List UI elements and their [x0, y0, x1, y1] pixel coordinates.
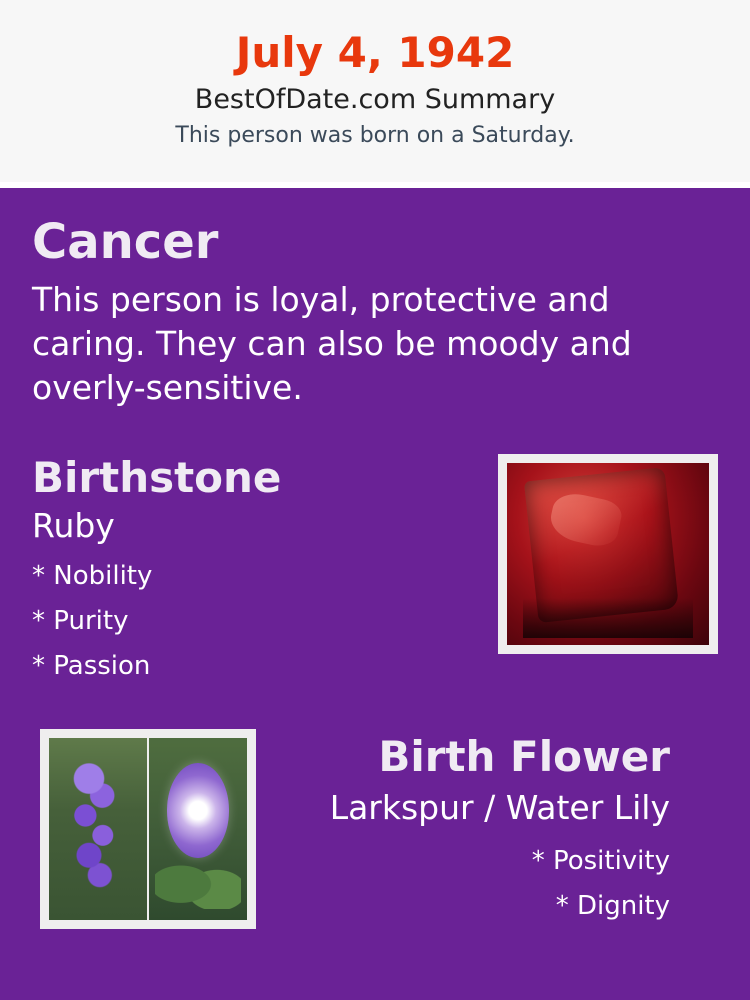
ruby-image-shadow — [523, 598, 693, 638]
larkspur-image — [49, 738, 147, 920]
zodiac-description: This person is loyal, protective and caring. They can also be moody and overly-sensitive. — [32, 280, 632, 407]
birth-flower-trait: * Positivity — [531, 846, 670, 876]
birth-flower-name: Larkspur / Water Lily — [329, 788, 670, 827]
page-title: July 4, 1942 — [235, 28, 515, 77]
summary-panel — [0, 188, 750, 1000]
header — [0, 0, 750, 182]
zodiac-section — [32, 212, 718, 410]
birth-flower-photo — [40, 729, 256, 929]
zodiac-sign-title: Cancer — [32, 214, 219, 270]
birthstone-trait: * Passion — [32, 651, 151, 681]
birthstone-title: Birthstone — [32, 453, 282, 502]
birthstone-section — [32, 452, 718, 689]
birth-flower-trait: * Dignity — [555, 891, 670, 921]
birth-flower-section — [32, 729, 718, 939]
birthstone-photo — [498, 454, 718, 654]
site-summary-label: BestOfDate.com Summary — [194, 84, 556, 115]
birth-day-note: This person was born on a Saturday. — [175, 123, 575, 148]
birthstone-trait: * Purity — [32, 606, 129, 636]
birthstone-name: Ruby — [32, 506, 115, 545]
ruby-image — [507, 463, 709, 645]
water-lily-image — [149, 738, 247, 920]
birthstone-trait: * Nobility — [32, 561, 153, 591]
birth-flower-title: Birth Flower — [378, 732, 670, 781]
birth-flower-text — [280, 729, 718, 929]
